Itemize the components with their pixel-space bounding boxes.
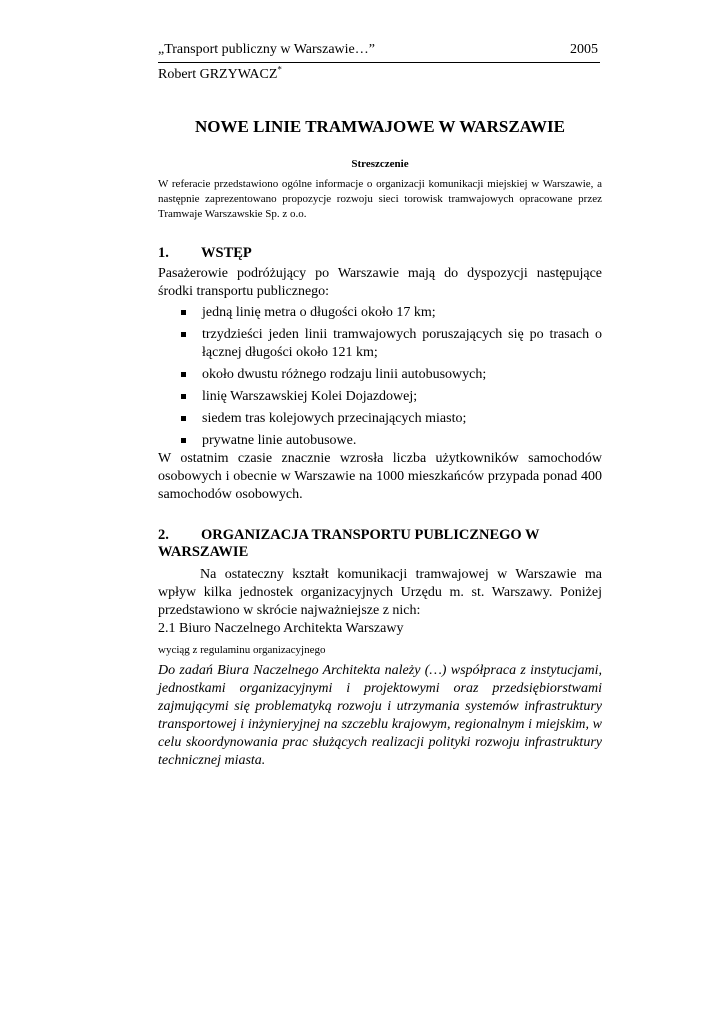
section-1-intro: Pasażerowie podróżujący po Warszawie mają do dyspozycji następujące środki transportu publicznego: [158, 266, 602, 299]
abstract-text: W referacie przedstawiono ogólne informacje o organizacji komunikacji miejskiej w Warszawie, a następnie zaprezentowano propozycje rozwoju sieci torowisk tramwajowych opracowane przez Tramwaje Warszawskie Sp. z o.o. [158, 178, 602, 220]
section-1-closing: W ostatnim czasie znacznie wzrosła liczba użytkowników samochodów osobowych i obecnie w Warszawie na 1000 mieszkańców przypada ponad 400 samochodów osobowych. [158, 451, 602, 502]
section-2-title-line-2: WARSZAWIE [158, 544, 249, 560]
section-2-heading [158, 527, 602, 561]
transport-list [158, 304, 602, 450]
running-header [158, 41, 600, 63]
section-1-heading [158, 245, 602, 262]
paper-title: NOWE LINIE TRAMWAJOWE W WARSZAWIE [195, 117, 565, 136]
list-item: jedną linię metra o długości około 17 km; [158, 304, 602, 322]
section-1-number: 1. [158, 245, 169, 261]
section-1-title: WSTĘP [201, 245, 252, 261]
header-year: 2005 [570, 42, 598, 57]
bullet-square-icon [181, 416, 186, 421]
abstract-heading: Streszczenie [351, 158, 409, 170]
list-item: trzydzieści jeden linii tramwajowych poruszających się po trasach o łącznej długości około 121 km; [158, 326, 602, 362]
list-item: około dwustu różnego rodzaju linii autobusowych; [158, 366, 602, 384]
excerpt-label: wyciąg z regulaminu organizacyjnego [158, 644, 326, 656]
bullet-square-icon [181, 310, 186, 315]
section-2-intro: Na ostateczny kształt komunikacji tramwajowej w Warszawie ma wpływ kilka jednostek organizacyjnych Urzędu m. st. Warszawy. Poniżej przedstawiono w skrócie najważniejsze z nich: [158, 567, 602, 618]
regulation-quote: Do zadań Biura Naczelnego Architekta należy (…) współpraca z instytucjami, jednostkami organizacyjnymi i projektowymi oraz przedsiębiorstwami zajmującymi się problematyką rozwoju i utrzymania systemów infrastruktury transportowej i inżynieryjnej na szczeblu krajowym, regionalnym i miejskim, w celu skoordynowania prac służących realizacji polityki rozwoju infrastruktury technicznej miasta. [158, 663, 602, 768]
list-item: linię Warszawskiej Kolei Dojazdowej; [158, 388, 602, 406]
author-name: Robert GRZYWACZ [158, 67, 278, 82]
bullet-square-icon [181, 438, 186, 443]
list-item: siedem tras kolejowych przecinających miasto; [158, 410, 602, 428]
bullet-square-icon [181, 372, 186, 377]
section-2-title-line-1: ORGANIZACJA TRANSPORTU PUBLICZNEGO W [201, 527, 540, 543]
subsection-2-1-title: 2.1 Biuro Naczelnego Architekta Warszawy [158, 621, 404, 636]
author-footnote-mark: * [277, 64, 282, 75]
bullet-square-icon [181, 332, 186, 337]
author-line [158, 66, 282, 84]
list-item: prywatne linie autobusowe. [158, 432, 602, 450]
section-2-number: 2. [158, 527, 169, 543]
running-title: „Transport publiczny w Warszawie…” [158, 42, 375, 57]
bullet-square-icon [181, 394, 186, 399]
